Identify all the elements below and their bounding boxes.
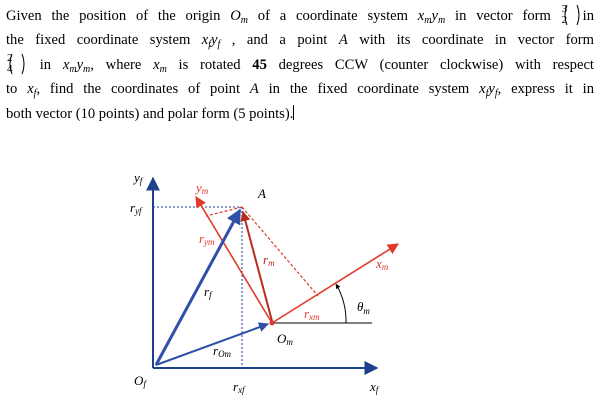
- text-segment: , express it in: [497, 81, 595, 98]
- label-xf: xf: [370, 379, 379, 395]
- label-rxf: rxf: [233, 379, 245, 395]
- text-segment: , and a point: [220, 32, 339, 49]
- label-a: A: [258, 186, 266, 201]
- rf-vector: [156, 210, 240, 365]
- math-sub: f: [217, 39, 221, 51]
- label-ryf: ryf: [130, 200, 142, 216]
- math-xf: x: [479, 81, 486, 98]
- math-sub: f: [33, 88, 37, 100]
- label-om: Om: [277, 331, 293, 347]
- om-origin-point: [270, 321, 275, 326]
- text-segment: Given the position of the origin: [6, 8, 231, 24]
- math-om: O: [230, 8, 241, 24]
- math-sub: f: [494, 88, 498, 100]
- math-point-a: A: [338, 32, 348, 49]
- math-ym: y: [431, 8, 438, 24]
- text-segment: in the fixed coordinate system: [258, 81, 480, 98]
- label-rf: rf: [204, 284, 212, 300]
- math-xm: x: [153, 56, 160, 73]
- math-sub: f: [208, 39, 212, 51]
- label-theta: $\theta_m$: [357, 299, 370, 316]
- label-yf: yf: [134, 170, 143, 186]
- vector-bottom: 2: [561, 14, 568, 26]
- text-segment: with its coordinate in vector form: [347, 32, 594, 49]
- text-segment: in vector form: [445, 8, 561, 24]
- vector-top: 3: [561, 3, 568, 15]
- math-xm: x: [417, 8, 425, 24]
- text-segment: , find the coordinates of point: [36, 81, 250, 98]
- math-xf: x: [201, 32, 209, 49]
- text-segment: in: [28, 56, 63, 73]
- math-sub: m: [159, 63, 167, 75]
- math-yf: y: [211, 32, 218, 49]
- math-point-a: A: [249, 81, 259, 98]
- label-xm: xm: [376, 256, 389, 272]
- text-segment: to: [6, 81, 28, 98]
- text-segment: is rotated: [166, 56, 253, 73]
- text-segment: both vector (10 points) and polar form (5 points).: [6, 105, 294, 122]
- label-rym: rym: [199, 231, 215, 247]
- label-ym: ym: [196, 180, 209, 196]
- text-segment: of a coordinate system: [248, 8, 418, 24]
- text-segment: the fixed coordinate system: [6, 32, 202, 49]
- angle-value: 45: [252, 56, 267, 73]
- math-sub: m: [424, 15, 432, 26]
- rom-vector: [156, 324, 268, 365]
- math-sub: m: [83, 63, 91, 75]
- math-sub: m: [69, 63, 77, 75]
- text-segment: , where: [90, 56, 154, 73]
- vector-bottom: 4: [7, 62, 13, 75]
- theta-angle-arc: [336, 284, 346, 323]
- vector-top: 2: [7, 51, 13, 64]
- math-xf: x: [27, 81, 34, 98]
- math-sub: m: [438, 15, 446, 26]
- label-rom: rOm: [213, 343, 232, 359]
- label-rxm: rxm: [304, 306, 320, 322]
- label-of: Of: [134, 373, 146, 389]
- math-sub: m: [240, 15, 248, 26]
- math-xm: x: [62, 56, 70, 73]
- label-rm: rm: [263, 252, 275, 268]
- math-sub: f: [485, 88, 489, 100]
- text-segment: degrees CCW (counter clockwise) with respect: [266, 56, 594, 73]
- text-segment: in: [582, 8, 594, 24]
- math-ym: y: [76, 56, 84, 73]
- math-yf: y: [488, 81, 495, 98]
